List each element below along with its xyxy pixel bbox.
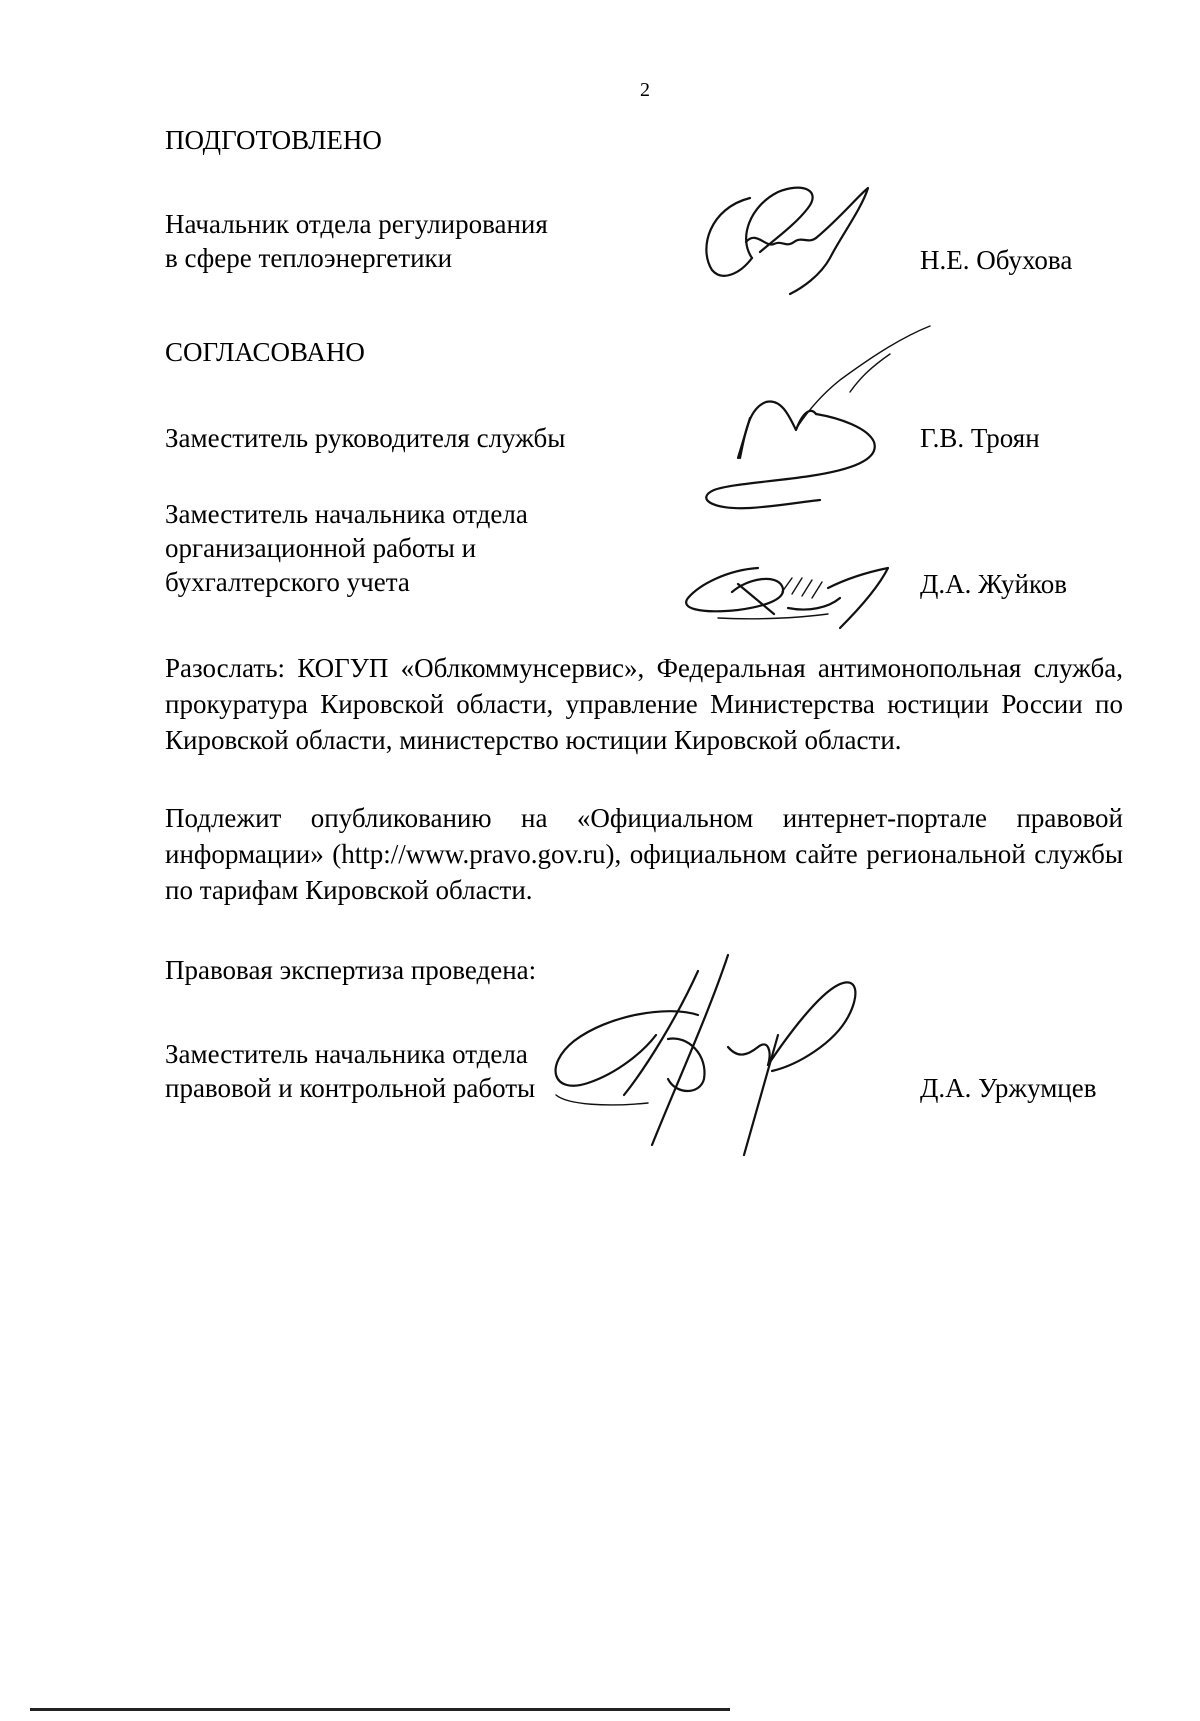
prepared-heading: ПОДГОТОВЛЕНО [165,125,382,155]
agreed-heading: СОГЛАСОВАНО [165,337,365,367]
signature-obukhova [690,178,890,298]
prepared-signer-name: Н.Е. Обухова [920,245,1073,275]
agreed-signer2-position-line1: Заместитель начальника отдела [165,499,528,529]
legal-review-signer-name: Д.А. Уржумцев [920,1073,1097,1103]
legal-review-position-line2: правовой и контрольной работы [165,1073,536,1103]
signature-urzhumtsev [548,955,888,1155]
signature-zhuykov [678,548,908,638]
page-bottom-rule [30,1708,730,1711]
agreed-signer1-name: Г.В. Троян [920,423,1040,453]
signature-troyan [690,318,940,518]
distribution-paragraph: Разослать: КОГУП «Облкоммунсервис», Федеральная антимонопольная служба, прокуратура Кировской области, управление Министерства юстиции России по Кировской области, министерство юстиции Кировской области. [165,653,1123,755]
prepared-position-line1: Начальник отдела регулирования [165,209,548,239]
agreed-signer2-position-line3: бухгалтерского учета [165,567,410,597]
legal-review-heading: Правовая экспертиза проведена: [165,955,537,985]
publication-paragraph: Подлежит опубликованию на «Официальном интернет-портале правовой информации» (http://www.pravo.gov.ru), официальном сайте региональной службы по тарифам Кировской области. [165,803,1123,905]
page-number: 2 [640,79,650,101]
agreed-signer2-position-line2: организационной работы и [165,533,477,563]
prepared-position-line2: в сфере теплоэнергетики [165,243,453,273]
legal-review-position-line1: Заместитель начальника отдела [165,1039,528,1069]
agreed-signer1-position: Заместитель руководителя службы [165,423,566,453]
agreed-signer2-name: Д.А. Жуйков [920,569,1067,599]
